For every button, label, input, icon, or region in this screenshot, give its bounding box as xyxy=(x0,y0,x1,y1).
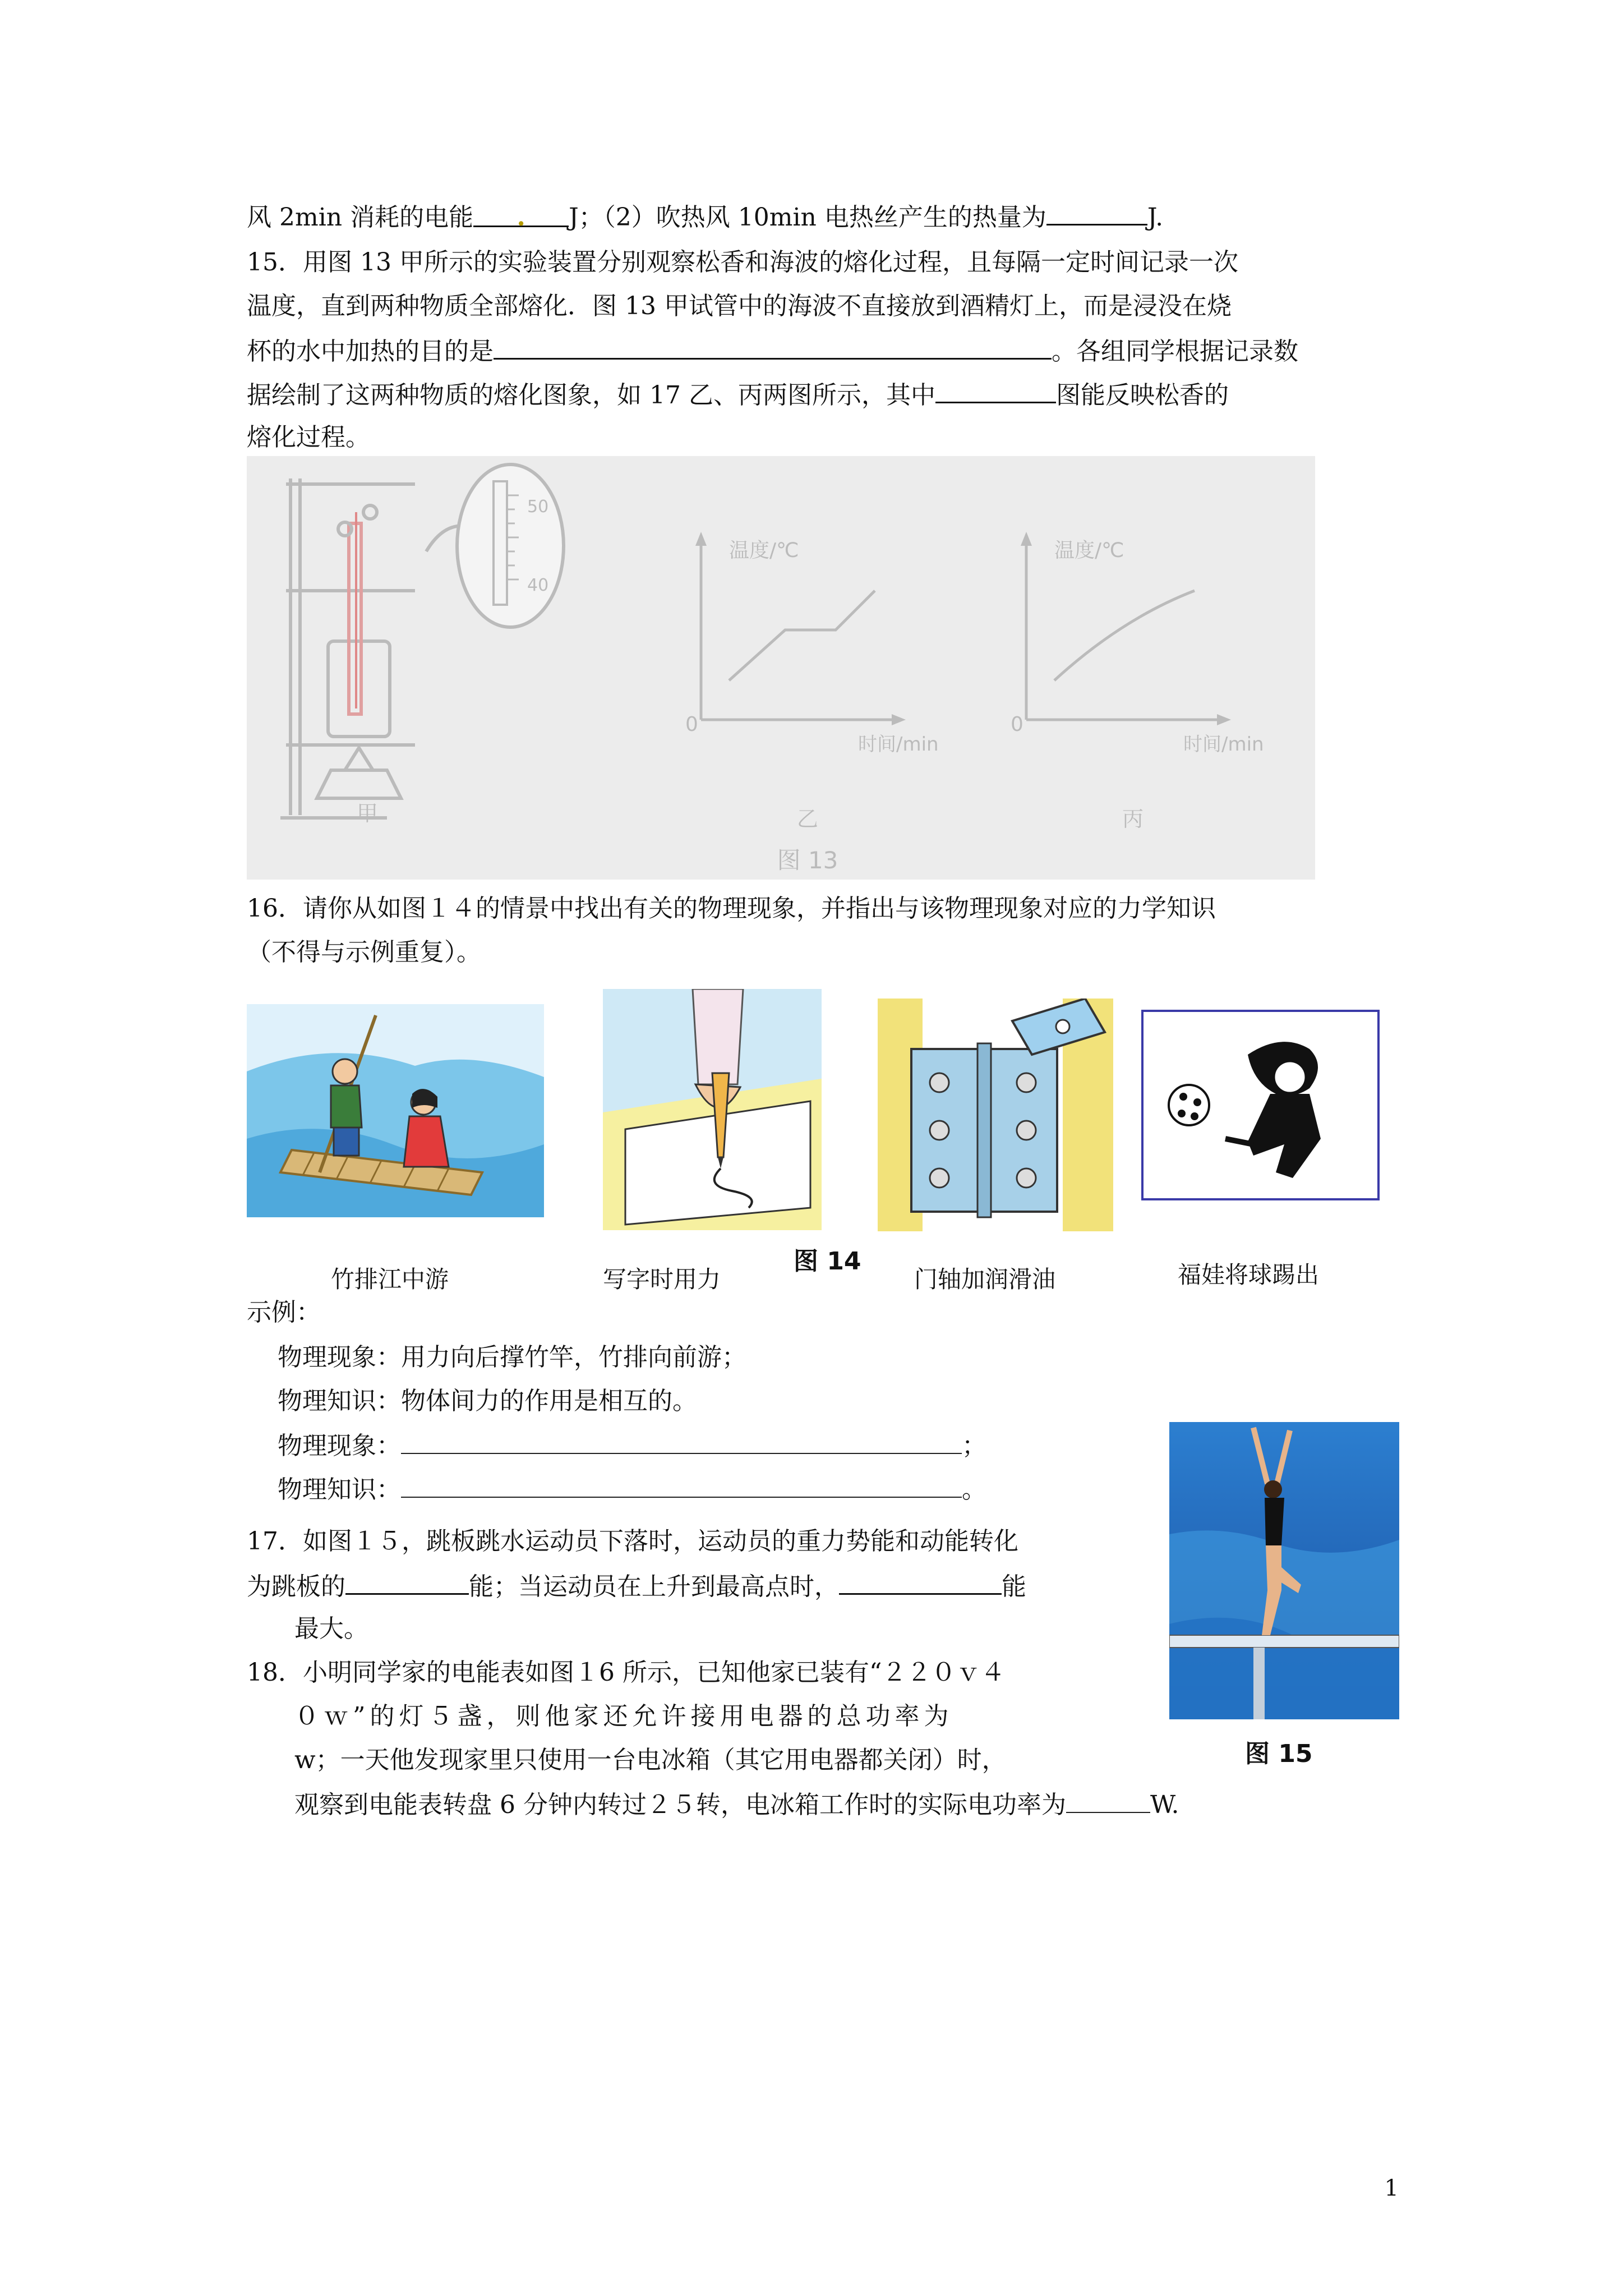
diver-image xyxy=(1169,1422,1399,1719)
xlabel-bing: 时间/min xyxy=(1183,733,1264,756)
raft-scene-image xyxy=(247,1004,544,1217)
xlabel-yi: 时间/min xyxy=(858,733,939,756)
door-hinge-image xyxy=(878,999,1113,1231)
q15-line-5: 熔化过程。 xyxy=(247,423,370,452)
q18-line-3: w；一天他发现家里只使用一台电冰箱（其它用电器都关闭）时， xyxy=(294,1746,1007,1774)
example-knowledge: 物理知识：物体间力的作用是相互的。 xyxy=(278,1387,697,1415)
q17-line-2 xyxy=(247,1568,1026,1604)
fill-phenomenon-line xyxy=(278,1428,986,1463)
thermometer-magnifier xyxy=(457,464,564,627)
q15-blank-graph xyxy=(935,377,1056,403)
fill-knowledge-end: 。 xyxy=(962,1475,986,1504)
fill-knowledge-blank xyxy=(401,1472,962,1498)
q15-blank-purpose xyxy=(494,333,1052,360)
fuwa-kick-image xyxy=(1141,1010,1380,1200)
q14-tail-line xyxy=(247,199,1163,234)
q18-text-4b: W. xyxy=(1150,1791,1179,1819)
origin-bing: 0 xyxy=(1011,713,1023,736)
fig14-caption: 图 14 xyxy=(794,1247,861,1276)
q17-line-1: 17．如图１５，跳板跳水运动员下落时，运动员的重力势能和动能转化 xyxy=(247,1527,1018,1556)
label-yi: 乙 xyxy=(796,807,819,831)
q15-text-4a: 据绘制了这两种物质的熔化图象，如 17 乙、丙两图所示，其中 xyxy=(247,381,935,409)
q18-text-4a: 观察到电能表转盘 6 分钟内转过２５转，电冰箱工作时的实际电功率为 xyxy=(294,1791,1066,1819)
q15-line-3 xyxy=(247,333,1298,369)
label-bing: 丙 xyxy=(1122,807,1144,831)
ylabel-yi: 温度/℃ xyxy=(729,539,799,562)
apparatus-drawing xyxy=(280,478,465,818)
q18-line-1: 18．小明同学家的电能表如图１6 所示，已知他家已装有“２２０ｖ４ xyxy=(247,1658,1006,1687)
q14-blank-1 xyxy=(473,201,569,232)
example-label: 示例： xyxy=(247,1298,321,1327)
fill-phenomenon-end: ； xyxy=(962,1432,986,1460)
example-phenomenon: 物理现象：用力向后撑竹竿，竹排向前游； xyxy=(278,1343,746,1372)
q15-line-2: 温度，直到两种物质全部熔化．图 13 甲试管中的海波不直接放到酒精灯上，而是浸没在烧 xyxy=(247,292,1232,320)
q17-text-2b: 能；当运动员在上升到最高点时， xyxy=(469,1572,839,1601)
q17-blank-1 xyxy=(345,1568,469,1595)
q14-text-a: 风 2min 消耗的电能 xyxy=(247,203,474,232)
fig13-caption: 图 13 xyxy=(777,846,838,874)
graph-bing xyxy=(1011,532,1264,831)
fill-phenomenon-label: 物理现象： xyxy=(278,1432,401,1460)
q14-mark: . xyxy=(517,203,525,232)
caption-writing: 写字时用力 xyxy=(603,1266,721,1293)
curve-bing xyxy=(1054,591,1195,680)
q16-line-1: 16．请你从如图１４的情景中找出有关的物理现象，并指出与该物理现象对应的力学知识 xyxy=(247,894,1216,923)
q18-blank-power xyxy=(1066,1787,1150,1813)
q15-text-3b: 。各组同学根据记录数 xyxy=(1052,337,1298,366)
curve-yi xyxy=(729,591,875,680)
fill-knowledge-label: 物理知识： xyxy=(278,1475,401,1504)
q18-line-4 xyxy=(294,1787,1179,1822)
q14-text-b: J；（2）吹热风 10min 电热丝产生的热量为 xyxy=(569,203,1046,232)
figure-13 xyxy=(247,456,1315,880)
caption-hinge: 门轴加润滑油 xyxy=(914,1266,1056,1293)
graph-yi xyxy=(685,532,939,831)
q14-blank-2 xyxy=(1046,199,1147,226)
q16-line-2: （不得与示例重复）。 xyxy=(247,938,481,967)
page-number: 1 xyxy=(1384,2175,1399,2201)
fill-phenomenon-blank xyxy=(401,1428,962,1454)
writing-hand-image xyxy=(603,989,822,1230)
q17-blank-2 xyxy=(839,1568,1002,1595)
label-jia: 甲 xyxy=(356,801,379,826)
q15-text-3a: 杯的水中加热的目的是 xyxy=(247,337,494,366)
caption-fuwa: 福娃将球踢出 xyxy=(1178,1261,1320,1289)
q15-text-4b: 图能反映松香的 xyxy=(1055,381,1229,409)
fill-knowledge-line xyxy=(278,1472,986,1507)
caption-raft: 竹排江中游 xyxy=(331,1266,449,1293)
q15-line-1: 15．用图 13 甲所示的实验装置分别观察松香和海波的熔化过程，且每隔一定时间记录一次 xyxy=(247,248,1238,277)
thermo-label-50: 50 xyxy=(527,497,549,517)
q15-line-4 xyxy=(247,377,1229,412)
q17-text-2c: 能 xyxy=(1002,1572,1026,1601)
q17-text-2a: 为跳板的 xyxy=(247,1572,345,1601)
q17-line-3: 最大。 xyxy=(294,1614,368,1643)
ylabel-bing: 温度/℃ xyxy=(1054,539,1124,562)
thermo-label-40: 40 xyxy=(527,576,549,595)
q18-line-2: ０ｗ”的灯５盏，则他家还允许接用电器的总功率为 xyxy=(294,1702,953,1731)
origin-yi: 0 xyxy=(685,713,698,736)
q14-text-c: J. xyxy=(1147,203,1164,232)
fig15-caption: 图 15 xyxy=(1245,1740,1313,1768)
